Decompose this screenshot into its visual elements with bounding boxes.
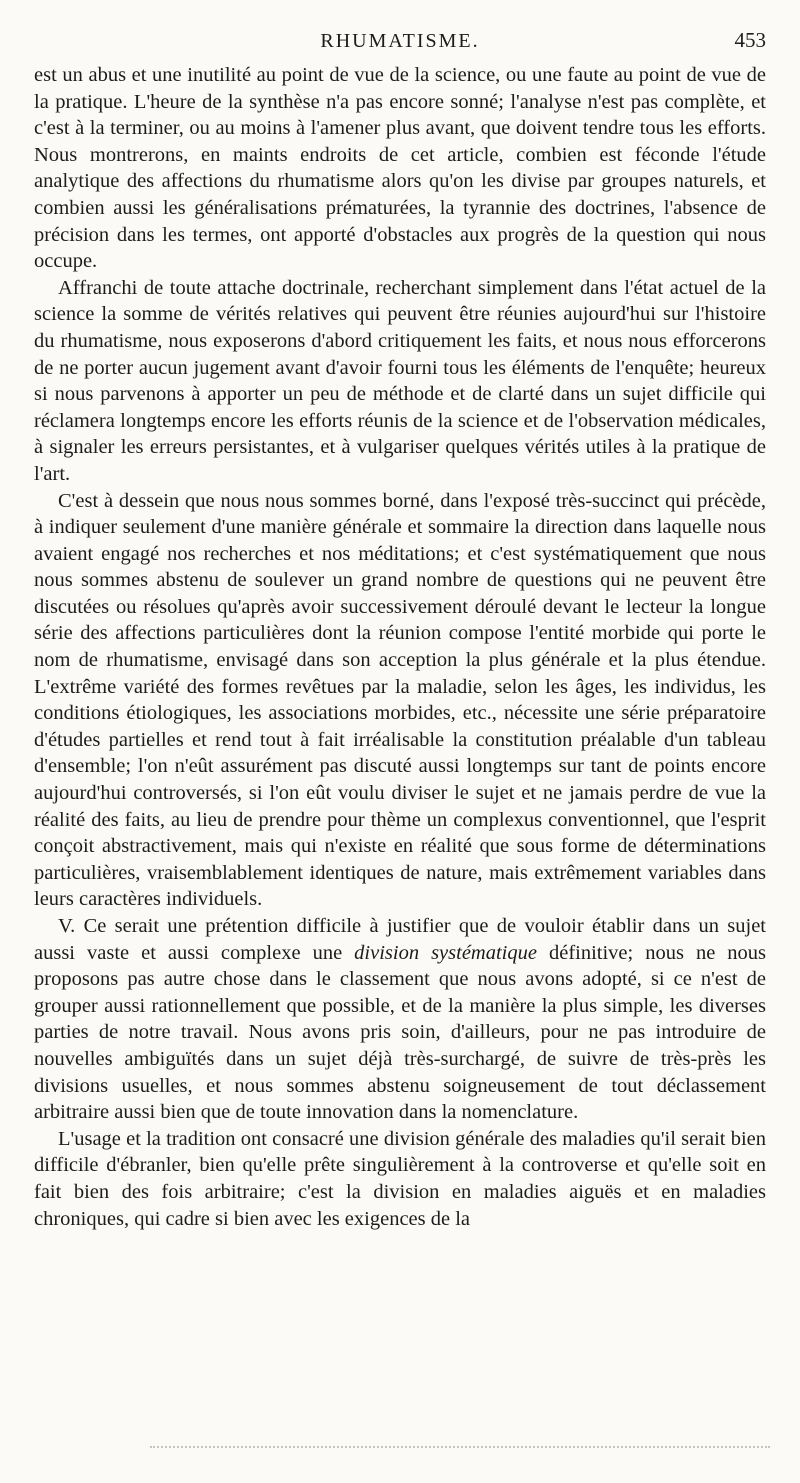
page-number: 453 xyxy=(734,28,766,52)
paragraph-2: Affranchi de toute attache doctrinale, recherchant simplement dans l'état actuel de la science la somme de vérités relatives qui peuvent être réunies aujourd'hui sur l'histoire du rhumatisme, nous exposerons d'abord critiquement les faits, et nous nous efforcerons de ne porter aucun jugement avant d'avoir fourni tous les éléments de l'enquête; heureux si nous parvenons à apporter un peu de méthode et de clarté dans un sujet difficile qui réclamera longtemps encore les efforts réunis de la science et de l'observation médicales, à signaler les erreurs persistantes, et à vulgariser quelques vérités utiles à la pratique de l'art. xyxy=(34,276,766,485)
paragraph-1: est un abus et une inutilité au point de vue de la science, ou une faute au point de vue de la pratique. L'heure de la synthèse n'a pas encore sonné; l'analyse n'est pas complète, et c'est à la terminer, ou au moins à l'amener plus avant, que doivent tendre tous les efforts. Nous montrerons, en maints endroits de cet article, combien est féconde l'étude analytique des affections du rhumatisme alors qu'on les divise par groupes naturels, et combien aussi les généralisations prématurées, la tyrannie des doctrines, l'absence de précision dans les termes, ont apporté d'obstacles aux progrès de la question qui nous occupe. xyxy=(34,64,766,273)
book-page xyxy=(34,22,766,1232)
paragraph-4-text-before: V. Ce serait une prétention difficile à justifier que de vouloir établir dans un sujet aussi vaste et aussi complexe une xyxy=(34,915,766,964)
paragraph-4-text-after: définitive; nous ne nous proposons pas autre chose dans le classement que nous avons adopté, si ce n'est de grouper aussi rationnellement que possible, et de la manière la plus simple, les diverses parties de notre travail. Nous avons pris soin, d'ailleurs, pour ne pas introduire de nouvelles ambiguïtés dans un sujet déjà très-surchargé, de suivre de très-près les divisions usuelles, et nous sommes abstenu soigneusement de tout déclassement arbitraire aussi bien que de toute innovation dans la nomenclature. xyxy=(34,941,767,1124)
paragraph-3: C'est à dessein que nous nous sommes borné, dans l'exposé très-succinct qui précède, à indiquer seulement d'une manière générale et sommaire la direction dans laquelle nous avaient engagé nos recherches et nos méditations; et c'est systématiquement que nous nous sommes abstenu de soulever un grand nombre de questions qui ne peuvent être discutées ou résolues qu'après avoir successivement déroulé devant le lecteur la longue série des affections particulières dont la réunion compose l'entité morbide qui porte le nom de rhumatisme, envisagé dans son acception la plus générale et la plus étendue. L'extrême variété des formes revêtues par la maladie, selon les âges, les individus, les conditions étiologiques, les associations morbides, etc., nécessite une série préparatoire d'études partielles et rend tout à fait irréalisable la constitution préalable d'un tableau d'ensemble; l'on n'eût assurément pas discuté aussi longtemps sur tant de points encore aujourd'hui controversés, si l'on eût voulu diviser le sujet et ne jamais perdre de vue la réalité des faits, au lieu de prendre pour thème un complexus conventionnel, que l'esprit conçoit abstractivement, mais qui n'existe en réalité que sous forme de déterminations particulières, vraisemblablement identiques de nature, mais extrêmement variables dans leurs caractères individuels. xyxy=(34,489,766,911)
paragraph-4-italic-term: division systématique xyxy=(354,941,537,964)
page-header xyxy=(34,22,766,62)
running-title: RHUMATISME. xyxy=(320,30,480,52)
paragraph-4 xyxy=(34,913,766,1126)
footer-dotted-rule xyxy=(150,1446,770,1448)
body-text xyxy=(34,62,766,1232)
paragraph-5: L'usage et la tradition ont consacré une division générale des maladies qu'il serait bien difficile d'ébranler, bien qu'elle prête singulièrement à la controverse et qu'elle soit en fait bien des fois arbitraire; c'est la division en maladies aiguës et en maladies chroniques, qui cadre si bien avec les exigences de la xyxy=(34,1127,766,1230)
